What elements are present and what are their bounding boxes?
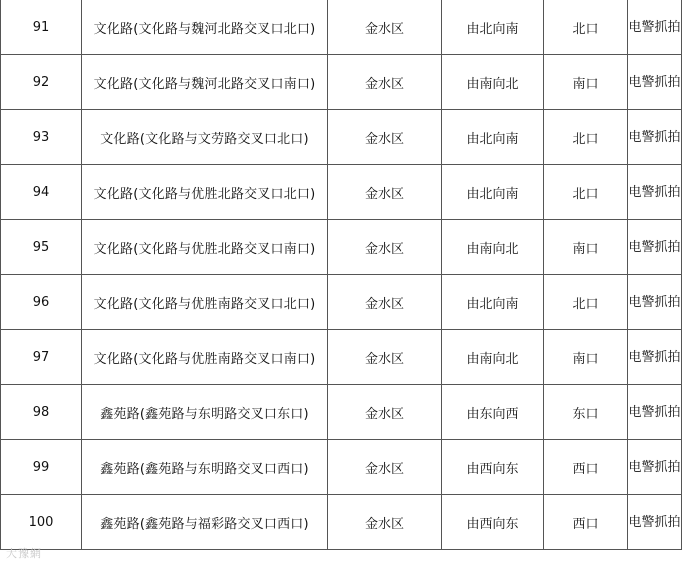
- direction: 由北向南: [442, 110, 544, 165]
- road-location: 鑫苑路(鑫苑路与东明路交叉口东口): [82, 385, 328, 440]
- table-row: [1, 275, 682, 330]
- road-location: 文化路(文化路与优胜北路交叉口北口): [82, 165, 328, 220]
- road-location: 文化路(文化路与魏河北路交叉口北口): [82, 0, 328, 55]
- capture-type: 电警抓拍: [628, 165, 682, 220]
- exit: 北口: [544, 110, 628, 165]
- direction: 由北向南: [442, 165, 544, 220]
- exit: 北口: [544, 165, 628, 220]
- direction: 由北向南: [442, 275, 544, 330]
- row-number: 92: [1, 55, 82, 110]
- table-row: [1, 165, 682, 220]
- district: 金水区: [328, 220, 442, 275]
- table-row: [1, 55, 682, 110]
- row-number: 96: [1, 275, 82, 330]
- exit: 东口: [544, 385, 628, 440]
- district: 金水区: [328, 440, 442, 495]
- table-row: [1, 0, 682, 55]
- capture-type: 电警抓拍: [628, 220, 682, 275]
- district: 金水区: [328, 275, 442, 330]
- exit: 北口: [544, 275, 628, 330]
- row-number: 91: [1, 0, 82, 55]
- row-number: 97: [1, 330, 82, 385]
- exit: 西口: [544, 495, 628, 550]
- direction: 由北向南: [442, 0, 544, 55]
- exit: 南口: [544, 330, 628, 385]
- road-location: 文化路(文化路与优胜北路交叉口南口): [82, 220, 328, 275]
- direction: 由西向东: [442, 440, 544, 495]
- table-row: [1, 440, 682, 495]
- table-row: [1, 110, 682, 165]
- road-location: 鑫苑路(鑫苑路与东明路交叉口西口): [82, 440, 328, 495]
- table-row: [1, 330, 682, 385]
- capture-type: 电警抓拍: [628, 330, 682, 385]
- watermark-logo: 大豫網: [6, 547, 42, 560]
- road-location: 鑫苑路(鑫苑路与福彩路交叉口西口): [82, 495, 328, 550]
- district: 金水区: [328, 385, 442, 440]
- exit: 西口: [544, 440, 628, 495]
- capture-type: 电警抓拍: [628, 440, 682, 495]
- row-number: 99: [1, 440, 82, 495]
- district: 金水区: [328, 55, 442, 110]
- capture-type: 电警抓拍: [628, 385, 682, 440]
- table-row: [1, 385, 682, 440]
- capture-type: 电警抓拍: [628, 495, 682, 550]
- road-location: 文化路(文化路与魏河北路交叉口南口): [82, 55, 328, 110]
- direction: 由南向北: [442, 330, 544, 385]
- row-number: 100: [1, 495, 82, 550]
- district: 金水区: [328, 495, 442, 550]
- road-location: 文化路(文化路与文劳路交叉口北口): [82, 110, 328, 165]
- district: 金水区: [328, 330, 442, 385]
- row-number: 94: [1, 165, 82, 220]
- exit: 南口: [544, 55, 628, 110]
- table-row: [1, 495, 682, 550]
- capture-type: 电警抓拍: [628, 275, 682, 330]
- capture-type: 电警抓拍: [628, 0, 682, 55]
- capture-type: 电警抓拍: [628, 55, 682, 110]
- row-number: 95: [1, 220, 82, 275]
- table-row: [1, 220, 682, 275]
- direction: 由西向东: [442, 495, 544, 550]
- district: 金水区: [328, 165, 442, 220]
- direction: 由东向西: [442, 385, 544, 440]
- district: 金水区: [328, 110, 442, 165]
- capture-type: 电警抓拍: [628, 110, 682, 165]
- row-number: 98: [1, 385, 82, 440]
- road-location: 文化路(文化路与优胜南路交叉口北口): [82, 275, 328, 330]
- exit: 北口: [544, 0, 628, 55]
- exit: 南口: [544, 220, 628, 275]
- direction: 由南向北: [442, 55, 544, 110]
- road-location: 文化路(文化路与优胜南路交叉口南口): [82, 330, 328, 385]
- row-number: 93: [1, 110, 82, 165]
- direction: 由南向北: [442, 220, 544, 275]
- district: 金水区: [328, 0, 442, 55]
